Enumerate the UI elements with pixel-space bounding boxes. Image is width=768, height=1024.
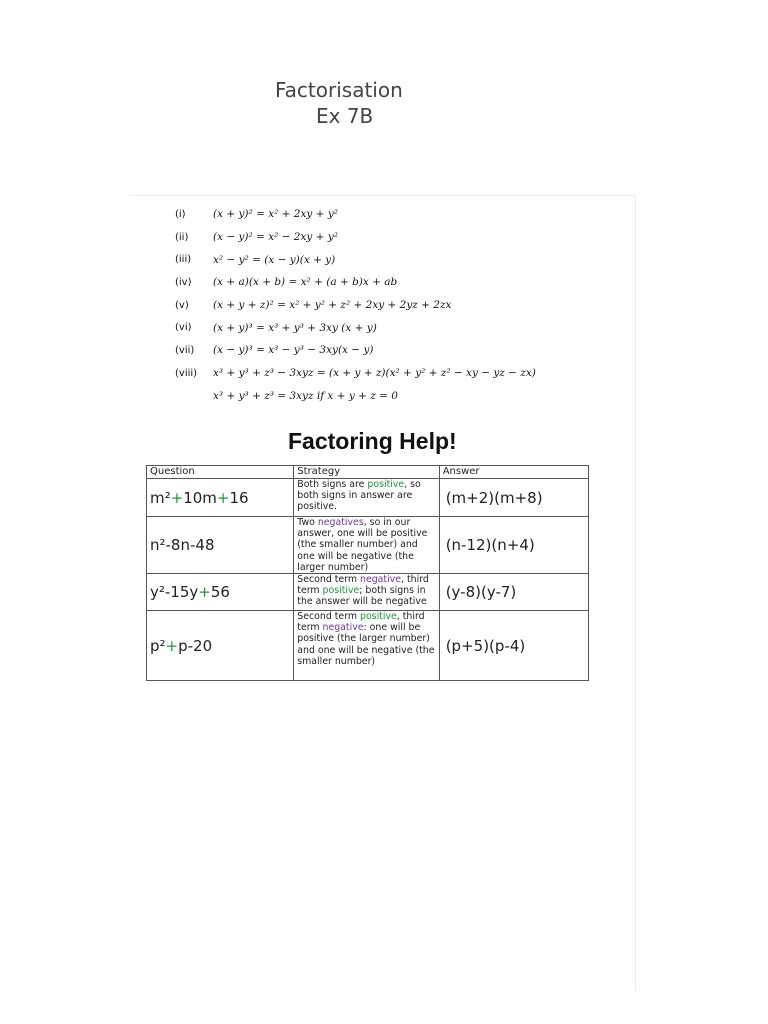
strategy-text: , so both signs in answer are positive. xyxy=(297,479,421,513)
strategy-text: Two xyxy=(297,517,318,528)
strategy-text: , so in our answer, one will be positive (the smaller number) and one will be negative (the larger number) xyxy=(297,517,428,573)
header-question: Question xyxy=(147,466,294,479)
identity-expression: x³ + y³ + z³ = 3xyz if x + y + z = 0 xyxy=(213,389,398,402)
identity-number: (iv) xyxy=(175,276,192,288)
answer-cell: (p+5)(p-4) xyxy=(439,611,588,681)
answer-cell: (m+2)(m+8) xyxy=(439,479,588,517)
identity-expression: (x + y)² = x² + 2xy + y² xyxy=(213,208,338,221)
negative-word: negative xyxy=(322,622,364,634)
question-text: 10m xyxy=(183,488,217,507)
question-cell xyxy=(147,611,294,681)
strategy-text: , third term xyxy=(297,611,425,634)
table-row xyxy=(147,574,589,611)
question-text: y²-15y xyxy=(150,583,199,602)
identity-expression: x³ + y³ + z³ − 3xyz = (x + y + z)(x² + y² + z² − xy − yz − zx) xyxy=(213,367,536,380)
identity-row xyxy=(175,248,615,271)
identity-row xyxy=(175,362,615,385)
identity-expression: (x − y)² = x² − 2xy + y² xyxy=(213,231,338,244)
identity-row xyxy=(175,203,615,226)
strategy-text: ; both signs in the answer will be negative xyxy=(297,585,427,608)
identity-row xyxy=(175,385,615,408)
strategy-cell xyxy=(294,611,439,681)
positive-sign: + xyxy=(198,583,211,602)
negative-word: negatives xyxy=(317,517,364,528)
table-row xyxy=(147,611,589,681)
identity-number: (iii) xyxy=(175,254,192,266)
identity-row xyxy=(175,339,615,362)
identity-number: (viii) xyxy=(175,367,198,379)
question-text: p² xyxy=(150,636,166,655)
negative-word: negative xyxy=(360,574,402,586)
page-title: Factorisation xyxy=(275,78,403,102)
factoring-help-title: Factoring Help! xyxy=(288,428,457,454)
answer-cell: (n-12)(n+4) xyxy=(439,517,588,574)
identity-number: (vii) xyxy=(175,344,195,356)
question-cell xyxy=(147,479,294,517)
positive-word: positive xyxy=(322,585,360,597)
identity-row xyxy=(175,316,615,339)
identity-expression: (x + a)(x + b) = x² + (a + b)x + ab xyxy=(213,276,398,289)
identity-expression: (x − y)³ = x³ − y³ − 3xy(x − y) xyxy=(213,344,374,357)
table-header-row xyxy=(147,466,589,479)
question-cell xyxy=(147,574,294,611)
positive-word: positive xyxy=(360,611,397,623)
identity-number: (ii) xyxy=(175,231,189,243)
positive-sign: + xyxy=(170,488,184,507)
strategy-text: , third term xyxy=(297,574,429,597)
identity-row xyxy=(175,226,615,249)
identities-list xyxy=(175,203,615,407)
question-text: m² xyxy=(150,488,171,507)
identity-row xyxy=(175,294,615,317)
identity-number: (i) xyxy=(175,208,186,220)
identity-number: (vi) xyxy=(175,322,192,334)
identity-expression: x² − y² = (x − y)(x + y) xyxy=(213,253,336,266)
strategy-text: Second term xyxy=(297,611,360,623)
header-strategy: Strategy xyxy=(294,466,439,479)
identity-expression: (x + y + z)² = x² + y² + z² + 2xy + 2yz + 2zx xyxy=(213,299,452,312)
strategy-text: Second term xyxy=(297,574,360,586)
table-row xyxy=(147,517,589,574)
identity-row xyxy=(175,271,615,294)
strategy-text: : one will be positive (the larger number) and one will be negative (the smaller number) xyxy=(297,622,435,667)
positive-word: positive xyxy=(367,479,405,490)
identity-number: (v) xyxy=(175,299,189,311)
strategy-text: Both signs are xyxy=(297,479,368,490)
table-row xyxy=(147,479,589,517)
question-cell: n²-8n-48 xyxy=(147,517,294,574)
factoring-help-table xyxy=(146,465,589,681)
positive-sign: + xyxy=(165,636,179,655)
question-text: p-20 xyxy=(178,636,213,655)
page-subtitle: Ex 7B xyxy=(316,104,374,128)
identity-expression: (x + y)³ = x³ + y³ + 3xy (x + y) xyxy=(213,321,377,334)
question-text: 16 xyxy=(229,488,249,507)
answer-cell: (y-8)(y-7) xyxy=(439,574,588,611)
strategy-cell xyxy=(294,574,439,611)
strategy-cell xyxy=(294,479,439,517)
strategy-cell xyxy=(294,517,439,574)
question-text: 56 xyxy=(210,583,230,602)
positive-sign: + xyxy=(216,488,230,507)
header-answer: Answer xyxy=(439,466,588,479)
